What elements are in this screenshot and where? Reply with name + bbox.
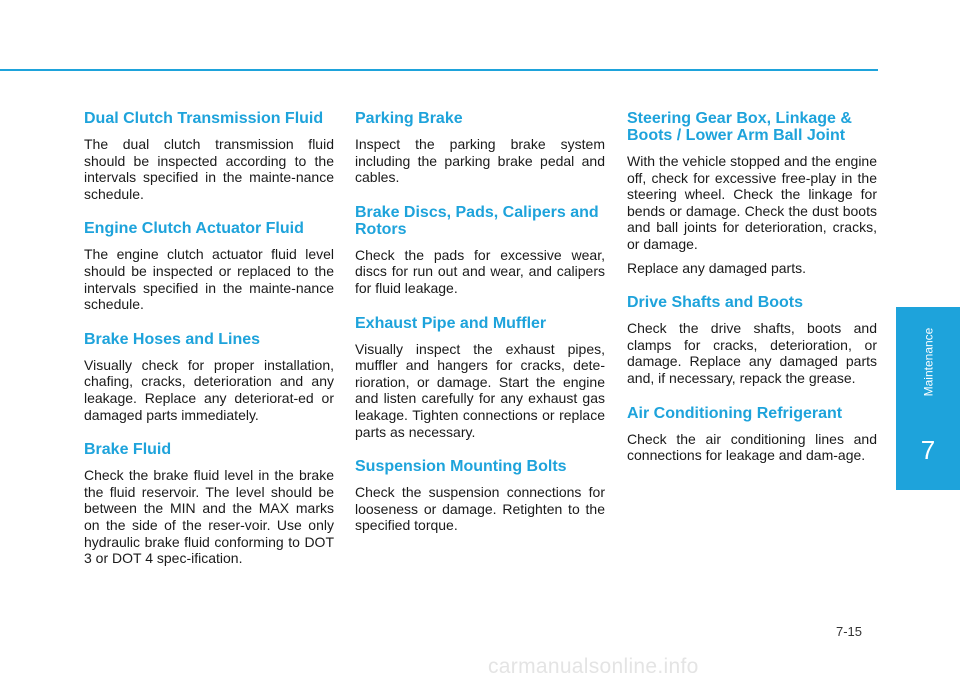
section-title: Engine Clutch Actuator Fluid (84, 220, 304, 238)
section-paragraph: The dual clutch transmission fluid should be inspected according to the intervals specified in the mainte-nance schedule. (84, 136, 334, 202)
section-engine-clutch-actuator-fluid (84, 220, 334, 312)
section-steering-gear-box (627, 110, 877, 276)
section-title: Brake Hoses and Lines (84, 330, 261, 348)
section-paragraph: Check the suspension connections for looseness or damage. Retighten to the specified torque. (355, 484, 605, 534)
section-drive-shafts-and-boots (627, 294, 877, 386)
section-brake-hoses-and-lines (84, 331, 334, 423)
section-paragraph: Inspect the parking brake system including the parking brake pedal and cables. (355, 136, 605, 186)
chapter-tab-label-wrap (896, 307, 960, 417)
section-title: Exhaust Pipe and Muffler (355, 314, 547, 332)
section-paragraph: Check the air conditioning lines and connections for leakage and dam-age. (627, 430, 877, 464)
column-left (84, 110, 334, 585)
section-air-conditioning-refrigerant (627, 405, 877, 464)
column-right (627, 110, 877, 482)
section-paragraph: With the vehicle stopped and the engine off, check for excessive free-play in the steering wheel. Check the linkage for bends or damage. Check the dust boots and ball joints for deterioration, cracks, or damage. (627, 153, 877, 252)
section-suspension-mounting-bolts (355, 458, 605, 534)
section-paragraph: Replace any damaged parts. (627, 259, 806, 276)
section-title: Brake Fluid (84, 441, 172, 459)
section-dual-clutch-transmission-fluid (84, 110, 334, 202)
section-brake-fluid (84, 441, 334, 567)
section-paragraph: Visually inspect the exhaust pipes, muffler and hangers for cracks, dete-rioration, or damage. Start the engine and listen carefully for any exhaust gas leakage. Tighten connections or replace parts as necessary. (355, 340, 605, 440)
section-paragraph: Check the drive shafts, boots and clamps for cracks, deterioration, or damage. Replace any damaged parts and, if necessary, repack the grease. (627, 320, 877, 386)
section-paragraph: The engine clutch actuator fluid level should be inspected or replaced to the intervals specified in the mainte-nance schedule. (84, 246, 334, 313)
section-paragraph: Check the pads for excessive wear, discs for run out and wear, and calipers for fluid leakage. (355, 246, 605, 296)
section-title: Suspension Mounting Bolts (355, 458, 567, 476)
section-title: Brake Discs, Pads, Calipers and Rotors (355, 203, 599, 238)
section-title: Air Conditioning Refrigerant (627, 404, 843, 422)
chapter-tab-label: Maintenance (921, 327, 935, 397)
header-rule (0, 69, 878, 71)
section-title: Dual Clutch Transmission Fluid (84, 110, 324, 127)
section-parking-brake (355, 110, 605, 186)
column-middle (355, 110, 605, 552)
section-title: Parking Brake (355, 110, 463, 127)
chapter-number: 7 (920, 435, 936, 465)
section-title: Steering Gear Box, Linkage & Boots / Lower Arm Ball Joint (627, 110, 852, 144)
section-title: Drive Shafts and Boots (627, 294, 804, 312)
section-exhaust-pipe-and-muffler (355, 315, 605, 441)
section-paragraph: Check the brake fluid level in the brake the fluid reservoir. The level should be between the MIN and the MAX marks on the side of the reser-voir. Use only hydraulic brake fluid conforming to DOT 3 or DOT 4 spec-ification. (84, 467, 334, 567)
watermark: carmanualsonline.info (488, 655, 699, 678)
section-paragraph: Visually check for proper installation, chafing, cracks, deterioration and any leakage. Replace any deteriorat-ed or damaged parts immediately. (84, 356, 334, 423)
page-number: 7-15 (836, 624, 863, 639)
section-brake-discs-pads-calipers-rotors (355, 204, 605, 297)
